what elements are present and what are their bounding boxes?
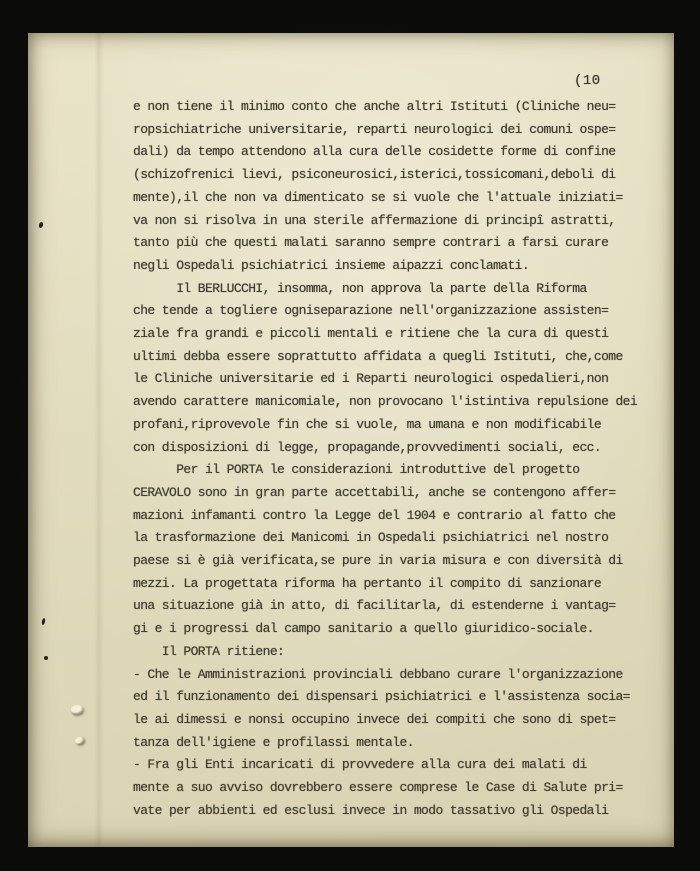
ink-speck [44,656,48,660]
text-line: e non tiene il minimo conto che anche altri Istituti (Cliniche neu= [133,99,616,114]
page-number: (10 [574,73,601,89]
text-line: ed il funzionamento dei dispensari psichiatrici e l'assistenza socia= [133,689,630,705]
text-line: la trasformazione dei Manicomi in Ospedali psichiatrici nel nostro [133,530,609,546]
typewritten-text-body [133,96,663,823]
text-line: che tende a togliere ogniseparazione nell'organizzazione assisten= [133,303,609,319]
text-line: CERAVOLO sono in gran parte accettabili, anche se contengono affer= [133,484,616,500]
text-line: ropsichiatriche universitarie, reparti neurologici dei comuni ospe= [133,121,616,137]
text-line: (schizofrenici lievi, psiconeurosici,isterici,tossicomani,deboli di [133,167,616,183]
text-line: Il BERLUCCHI, insomma, non approva la parte della Riforma [133,280,587,296]
text-line: tanza dell'igiene e profilassi mentale. [133,734,414,750]
paper-dent [71,705,83,714]
paper-crease [94,33,104,847]
text-line: mente a suo avviso dovrebbero essere comprese le Case di Salute pri= [133,780,623,796]
text-line: una situazione già in atto, di facilitarla, di estenderne i vantag= [133,598,616,614]
text-line: va non si risolva in una sterile affermazione di principî astratti, [133,212,616,228]
text-line: vate per abbienti ed esclusi invece in modo tassativo gli Ospedali [133,802,609,818]
text-line: mezzi. La progettata riforma ha pertanto il compito di sanzionare [133,575,602,591]
text-line: - Fra gli Enti incaricati di provvedere alla cura dei malati di [133,757,587,773]
text-line: ziale fra grandi e piccoli mentali e ritiene che la cura di questi [133,326,609,342]
text-line: gi e i progressi dal campo sanitario a quello giuridico-sociale. [133,621,594,637]
text-line: mazioni infamanti contro la Legge del 1904 e contrario al fatto che [133,507,616,523]
ink-speck [41,618,45,625]
text-line: dali) da tempo attendono alla cura delle cosidette forme di confine [133,144,616,160]
text-line: avendo carattere manicomiale, non provocano l'istintiva repulsione dei [133,394,638,410]
text-line: mente),il che non va dimenticato se si vuole che l'attuale iniziati= [133,189,623,205]
ink-speck [38,222,44,229]
text-line: le ai dimessi e nonsi occupino invece dei compiti che sono di spet= [133,711,616,727]
text-line: con disposizioni di legge, propagande,provvedimenti sociali, ecc. [133,439,602,455]
text-line: Il PORTA ritiene: [133,643,285,659]
text-line: tanto più che questi malati saranno sempre contrari a farsi curare [133,235,609,251]
text-line: profani,riprovevole fin che si vuole, ma umana e non modificabile [133,416,602,432]
text-line: Per il PORTA le considerazioni introduttive del progetto [133,462,580,478]
text-line: negli Ospedali psichiatrici insieme aipazzi conclamati. [133,257,530,273]
text-line: paese si è già verificata,se pure in varia misura e con diversità di [133,553,623,569]
text-line: - Che le Amministrazioni provinciali debbano curare l'organizzazione [133,666,623,682]
paper-dent [74,736,85,745]
text-line: ultimi debba essere soprattutto affidata a quegli Istituti, che,come [133,348,623,364]
document-page [28,33,674,847]
text-line: le Cliniche universitarie ed i Reparti neurologici ospedalieri,non [133,371,609,387]
